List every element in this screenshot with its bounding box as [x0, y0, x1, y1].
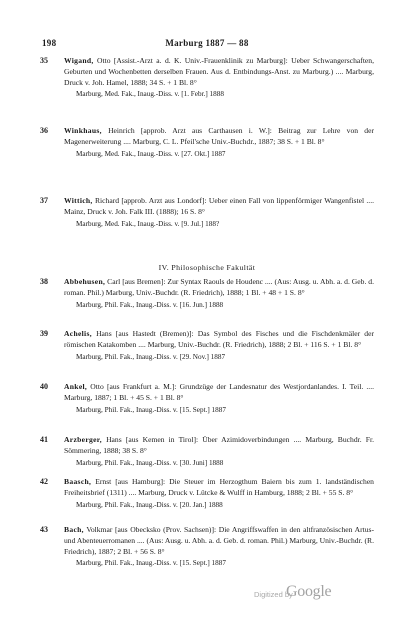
- author-name: Wigand,: [64, 56, 94, 65]
- running-title: Marburg 1887 — 88: [165, 38, 249, 48]
- entry-note: Marburg, Med. Fak., Inaug.-Diss. v. [27. Okt.] 1887: [76, 149, 226, 158]
- entry-number: 42: [40, 477, 48, 486]
- entry-note: Marburg, Phil. Fak., Inaug.-Diss. v. [15. Sept.] 1887: [76, 405, 226, 414]
- entry-note: Marburg, Phil. Fak., Inaug.-Diss. v. [30. Juni] 1888: [76, 458, 224, 467]
- entry-note: Marburg, Phil. Fak., Inaug.-Diss. v. [15. Sept.] 1887: [76, 559, 226, 568]
- entry-note: Marburg, Phil. Fak., Inaug.-Diss. v. [16. Jun.] 1888: [76, 300, 224, 309]
- entry-note: Marburg, Med. Fak., Inaug.-Diss. v. [1. Febr.] 1888: [76, 90, 224, 99]
- entry-number: 40: [40, 382, 48, 391]
- entry-text: Otto [aus Frankfurt a. M.]: Grundzüge der Landesnatur des Westjordanlandes. I. Teil. .... Marburg, 1887; 1 Bl. + 45 S. + 1 Bl. 8°: [64, 382, 374, 402]
- author-name: Abbehusen,: [64, 277, 106, 286]
- entry-note: Marburg, Med. Fak., Inaug.-Diss. v. [9. Jul.] 188?: [76, 219, 220, 228]
- page-number: 198: [42, 38, 57, 48]
- entry-number: 39: [40, 329, 48, 338]
- entry-text: Ernst [aus Hamburg]: Die Steuer im Herzogthum Baiern bis zum 1. landständischen Freiheitsbrief (1311) .... Marburg, Druck v. Lütcke & Wulff in Hamburg, 1888; 2 Bl. + 55 S. 8°: [64, 477, 374, 497]
- google-watermark: [254, 583, 364, 603]
- author-name: Arzberger,: [64, 435, 102, 444]
- entry-number: 38: [40, 277, 48, 286]
- entry-text: Heinrich [approb. Arzt aus Carthausen i. W.]: Beitrag zur Lehre von der Magenerweiterung .... Marburg, C. L. Pfeil'sche Univ.-Buchdr., 1887; 38 S. + 1 Bl. 8°: [64, 126, 374, 146]
- author-name: Achelis,: [64, 329, 92, 338]
- entry-text: Hans [aus Kemen in Tirol]: Über Azimidoverbindungen .... Marburg, Buchdr. Fr. Sömmering, 1888; 38 S. 8°: [64, 435, 374, 455]
- entry-number: 43: [40, 525, 48, 534]
- section-heading: IV. Philosophische Fakultät: [158, 263, 256, 272]
- page-header: [42, 38, 372, 50]
- entry-number: 35: [40, 56, 48, 65]
- author-name: Ankel,: [64, 382, 88, 391]
- entry-note: Marburg, Phil. Fak., Inaug.-Diss. v. [29. Nov.] 1887: [76, 352, 226, 361]
- entry-text: Carl [aus Bremen]: Zur Syntax Raouls de Houdenc .... (Aus: Ausg. u. Abh. a. d. Geb. d. roman. Phil.) Marburg, Univ.-Buchdr. (R. Friedrich), 1888; 1 Bl. + 48 + 1 S. 8°: [64, 277, 375, 297]
- entry-text: Volkmar [aus Obecksko (Prov. Sachsen)]: Die Angriffswaffen in den altfranzösischen Artus- und Abenteuerromanen .... (Aus: Ausg. u. Abh. a. d. Geb. d. roman. Phil.) Marburg, Univ.-Buchdr. (R. Friedrich), 1887; 2 Bl. + 56 S. 8°: [64, 525, 374, 556]
- entry-number: 36: [40, 126, 48, 135]
- author-name: Bach,: [64, 525, 84, 534]
- entry-text: Hans [aus Hastedt (Bremen)]: Das Symbol des Fisches und die Fischdenkmäler der römischen Katakomben .... Marburg, Univ.-Buchdr. (R. Friedrich), 1888; 2 Bl. + 116 S. + 1 Bl. 8°: [64, 329, 374, 349]
- author-name: Wittich,: [64, 196, 93, 205]
- entry-text: Richard [approb. Arzt aus Londorf]: Ueber einen Fall von lippenförmiger Wangenfistel .... Mainz, Druck v. Joh. Falk III. (1888); 16 S. 8°: [64, 196, 374, 216]
- entry-note: Marburg, Phil. Fak., Inaug.-Diss. v. [20. Jan.] 1888: [76, 500, 223, 509]
- entry-number: 37: [40, 196, 48, 205]
- author-name: Baasch,: [64, 477, 92, 486]
- entry-number: 41: [40, 435, 48, 444]
- entry-text: Otto [Assist.-Arzt a. d. K. Univ.-Frauenklinik zu Marburg]: Ueber Schwangerschaften, Geburten und Wochenbetten derselben Frauen. Aus d. Entbindungs-Anst. zu Marburg.) .... Marburg, Druck v. Joh. Hamel, 1888; 34 S. + 1 Bl. 8°: [64, 56, 374, 87]
- google-logo: Google: [286, 583, 332, 600]
- watermark-prefix: Digitized by: [254, 590, 293, 599]
- author-name: Winkhaus,: [64, 126, 102, 135]
